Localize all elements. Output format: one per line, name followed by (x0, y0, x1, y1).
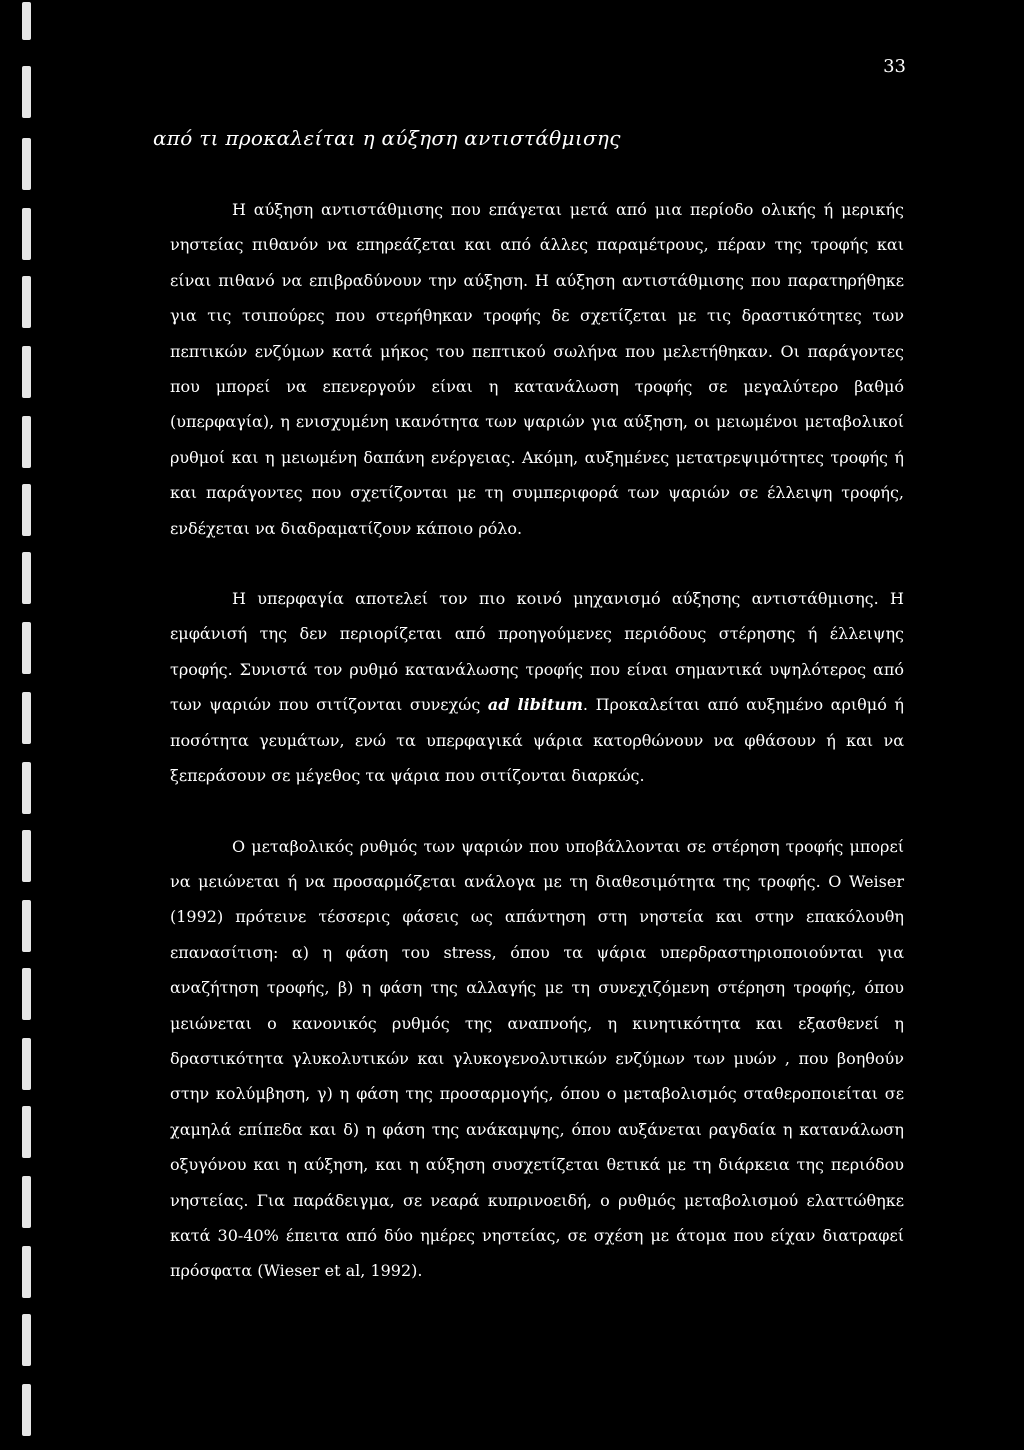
binding-hole-mark (22, 66, 31, 118)
paragraph-compensatory-growth-factors: Η αύξηση αντιστάθμισης που επάγεται μετά από μια περίοδο ολικής ή μερικής νηστείας πιθανόν να επηρεάζεται και από άλλες παραμέτρους, πέραν της τροφής και είναι πιθανό να επιβραδύνουν την αύξηση. Η αύξηση αντιστάθμισης που παρατηρήθηκε για τις τσιπούρες που στερήθηκαν τροφής δε σχετίζεται με τις δραστικότητες των πεπτικών ενζύμων κατά μήκος του πεπτικού σωλήνα που μελετήθηκαν. Οι παράγοντες που μπορεί να επενεργούν είναι η κατανάλωση τροφής σε μεγαλύτερο βαθμό (υπερφαγία), η ενισχυμένη ικανότητα των ψαριών για αύξηση, οι μειωμένοι μεταβολικοί ρυθμοί και η μειωμένη δαπάνη ενέργειας. Ακόμη, αυξημένες μετατρεψιμότητες τροφής ή και παράγοντες που σχετίζονται με τη συμπεριφορά των ψαριών σε έλλειψη τροφής, ενδέχεται να διαδραματίζουν κάποιο ρόλο. (170, 200, 904, 538)
binding-hole-mark (22, 1246, 31, 1298)
binding-hole-mark (22, 900, 31, 952)
paragraph-metabolic-rate: Ο μεταβολικός ρυθμός των ψαριών που υποβάλλονται σε στέρηση τροφής μπορεί να μειώνεται ή να προσαρμόζεται ανάλογα με τη διαθεσιμότητα της τροφής. Ο Weiser (1992) πρότεινε τέσσερις φάσεις ως απάντηση στη νηστεία και στην επακόλουθη επανασίτιση: α) η φάση του stress, όπου τα ψάρια υπερδραστηριοποιούνται για αναζήτηση τροφής, β) η φάση της αλλαγής με τη συνεχιζόμενη στέρηση τροφής, όπου μειώνεται ο κανονικός ρυθμός της αναπνοής, η κινητικότητα και εξασθενεί η δραστικότητα γλυκολυτικών και γλυκογενολυτικών ενζύμων των μυών , που βοηθούν στην κολύμβηση, γ) η φάση της προσαρμογής, όπου ο μεταβολισμός σταθεροποιείται σε χαμηλά επίπεδα και δ) η φάση της ανάκαμψης, όπου αυξάνεται ραγδαία η κατανάλωση οξυγόνου και η αύξηση, και η αύξηση συσχετίζεται θετικά με τη διάρκεια της περιόδου νηστείας. Για παράδειγμα, σε νεαρά κυπρινοειδή, ο ρυθμός μεταβολισμού ελαττώθηκε κατά 30-40% έπειτα από δύο ημέρες νηστείας, σε σχέση με άτομα που είχαν διατραφεί πρόσφατα (Wieser et al, 1992). (170, 836, 904, 1281)
paragraph-text-span: . Προκαλείται από αυξημένο αριθμό ή ποσότητα γευμάτων, ενώ τα υπερφαγικά ψάρια κατορθώνουν να φθάσουν ή και να ξεπεράσουν σε μέγεθος τα ψάρια που σιτίζονται διαρκώς. (170, 695, 904, 786)
binding-hole-mark (22, 552, 31, 604)
binding-hole-mark (22, 622, 31, 674)
body-text (170, 192, 904, 1289)
binding-hole-mark (22, 2, 31, 40)
binding-hole-mark (22, 208, 31, 260)
binding-hole-mark (22, 1314, 31, 1366)
page-number: 33 (883, 56, 906, 77)
binding-hole-mark (22, 1384, 31, 1436)
paragraph-text-span: Η υπερφαγία αποτελεί τον πιο κοινό μηχανισμό αύξησης αντιστάθμισης. Η εμφάνισή της δεν περιορίζεται από προηγούμενες περιόδους στέρησης ή έλλειψης τροφής. Συνιστά τον ρυθμό κατανάλωσης τροφής που είναι σημαντικά υψηλότερος από των ψαριών που σιτίζονται συνεχώς (170, 589, 904, 715)
binding-hole-mark (22, 830, 31, 882)
binding-hole-mark (22, 968, 31, 1020)
binding-hole-mark (22, 762, 31, 814)
binding-hole-mark (22, 416, 31, 468)
binding-hole-mark (22, 1038, 31, 1090)
binding-hole-mark (22, 346, 31, 398)
binding-hole-mark (22, 138, 31, 190)
binding-hole-mark (22, 484, 31, 536)
binding-holes (22, 0, 40, 1450)
section-heading: από τι προκαλείται η αύξηση αντιστάθμισης (153, 126, 621, 150)
italic-term: ad libitum (487, 695, 583, 715)
binding-hole-mark (22, 276, 31, 328)
binding-hole-mark (22, 1106, 31, 1158)
binding-hole-mark (22, 1176, 31, 1228)
paragraph-hyperphagia (170, 581, 904, 793)
binding-hole-mark (22, 692, 31, 744)
